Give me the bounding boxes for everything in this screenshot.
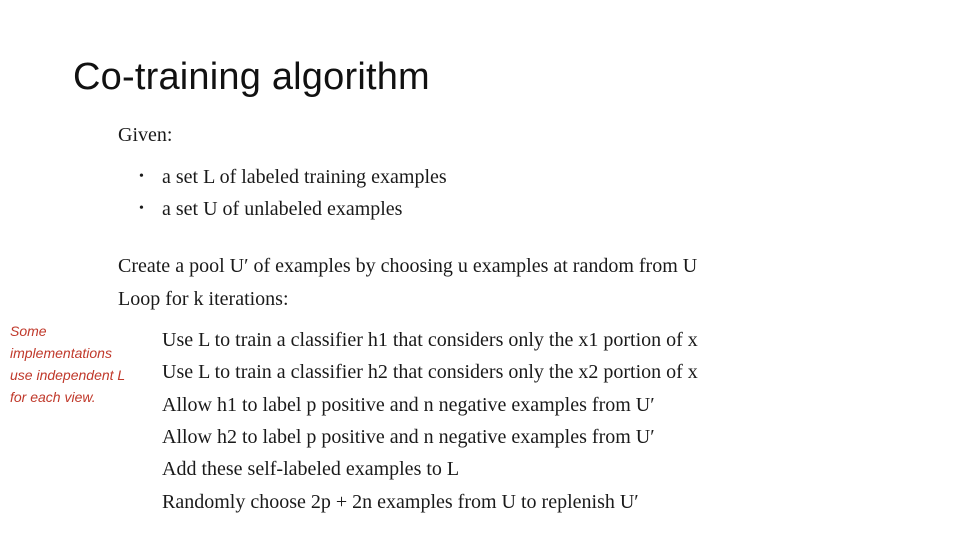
loop-step-train-h2: Use L to train a classifier h2 that considers only the x2 portion of x <box>162 361 698 383</box>
loop-step-replenish: Randomly choose 2p + 2n examples from U to replenish U′ <box>162 491 639 513</box>
loop-step-label-h2: Allow h2 to label p positive and n negative examples from U′ <box>162 426 655 448</box>
loop-step-label-h1: Allow h1 to label p positive and n negative examples from U′ <box>162 394 655 416</box>
bullet-marker: • <box>139 169 144 184</box>
loop-line: Loop for k iterations: <box>118 288 289 310</box>
loop-step-train-h1: Use L to train a classifier h1 that considers only the x1 portion of x <box>162 329 698 351</box>
slide-title: Co-training algorithm <box>73 56 430 98</box>
side-note-line: use independent L <box>10 367 126 383</box>
side-note-line: implementations <box>10 345 112 361</box>
given-bullet-labeled: a set L of labeled training examples <box>162 166 447 188</box>
given-bullet-unlabeled: a set U of unlabeled examples <box>162 198 403 220</box>
given-label: Given: <box>118 124 173 146</box>
side-note <box>10 320 170 408</box>
loop-step-add: Add these self-labeled examples to L <box>162 458 460 480</box>
side-note-line: Some <box>10 323 47 339</box>
bullet-marker: • <box>139 201 144 216</box>
pool-line: Create a pool U′ of examples by choosing u examples at random from U <box>118 255 698 277</box>
side-note-line: for each view. <box>10 389 96 405</box>
